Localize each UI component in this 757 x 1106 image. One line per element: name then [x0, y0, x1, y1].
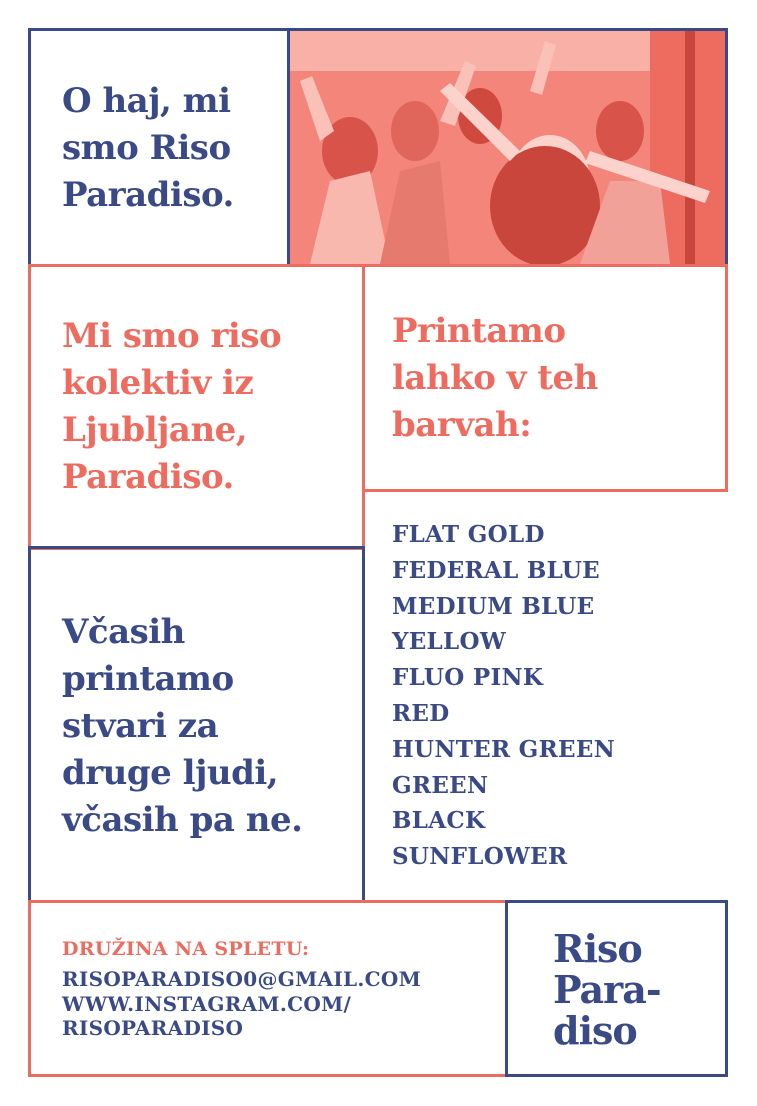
- logo: Riso Para- diso: [553, 926, 661, 1053]
- colors-list: [392, 517, 615, 875]
- instagram-link-continued[interactable]: RISOPARADISO: [62, 1016, 244, 1040]
- list-item: FLUO PINK: [392, 664, 544, 692]
- list-item: MEDIUM BLUE: [392, 592, 595, 620]
- colors-heading: Printamo lahko v teh barvah:: [392, 311, 598, 445]
- list-item: GREEN: [392, 771, 489, 799]
- email-link[interactable]: RISOPARADISO0@GMAIL.COM: [62, 967, 422, 991]
- list-item: HUNTER GREEN: [392, 735, 616, 763]
- list-item: SUNFLOWER: [392, 843, 568, 871]
- list-item: BLACK: [392, 807, 486, 835]
- about-heading: Mi smo riso kolektiv iz Ljubljane, Paradiso.: [62, 316, 282, 497]
- contact-label: DRUŽINA NA SPLETU:: [62, 938, 310, 960]
- intro-heading: O haj, mi smo Riso Paradiso.: [62, 81, 234, 215]
- crowd-photo: [287, 28, 728, 267]
- instagram-link[interactable]: WWW.INSTAGRAM.COM/: [62, 992, 352, 1016]
- list-item: YELLOW: [392, 628, 506, 656]
- list-item: FEDERAL BLUE: [392, 556, 601, 584]
- crowd-photo-icon: [290, 31, 725, 264]
- list-item: FLAT GOLD: [392, 521, 545, 548]
- sometimes-heading: Včasih printamo stvari za druge ljudi, včasih pa ne.: [62, 612, 303, 840]
- list-item: RED: [392, 699, 450, 727]
